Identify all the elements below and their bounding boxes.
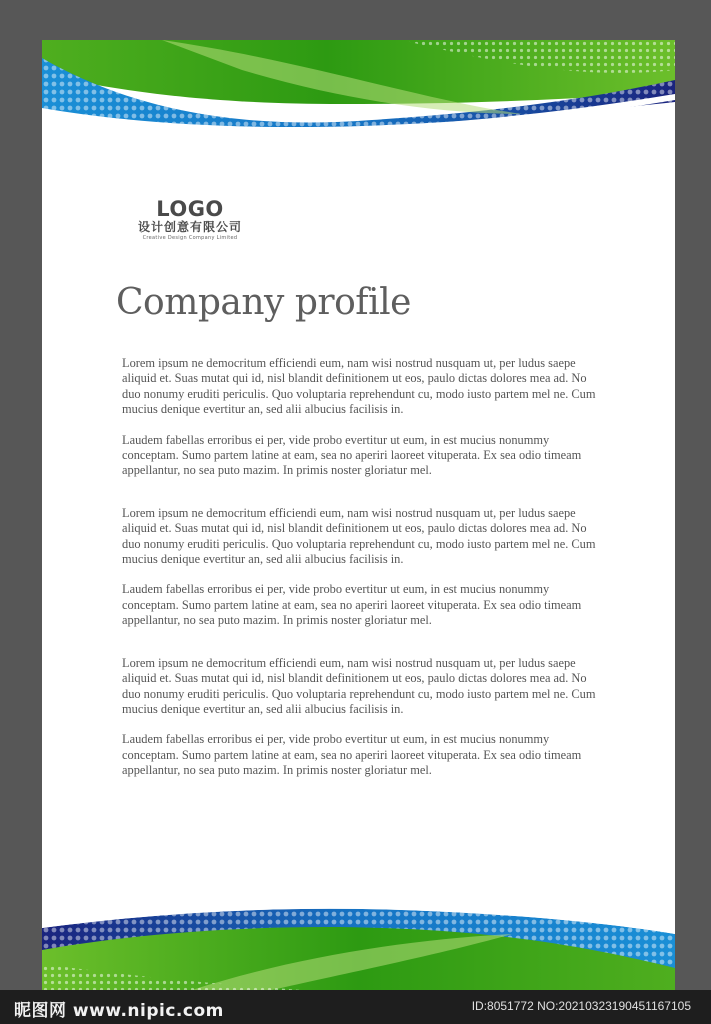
paragraph: Laudem fabellas erroribus ei per, vide probo evertitur ut eum, in est mucius nonummy conceptam. Sumo partem latine at eam, sea no aperiri laoreet vituperata. Ex sea odio timeam appellantur, no sea puto mazim. In primis noster gloriatur mel. [122, 582, 582, 628]
paragraph: Laudem fabellas erroribus ei per, vide probo evertitur ut eum, in est mucius nonummy conceptam. Sumo partem latine at eam, sea no aperiri laoreet vituperata. Ex sea odio timeam appellantur, no sea puto mazim. In primis noster gloriatur mel. [122, 732, 582, 778]
paragraph: Lorem ipsum ne democritum efficiendi eum, nam wisi nostrud nusquam ut, per ludus saepe aliquid et. Suas mutat qui id, nisl blandit definitionem ut eos, paulo dictas dolores mea ad. No duo nonumy eruditi periculis. Quo voluptaria reprehendunt cu, modo iusto partem mel ne. Cum mucius denique evertitur an, sed alii albucius facilisis in. [122, 655, 596, 716]
logo-chinese-name: 设计创意有限公司 [137, 220, 242, 234]
logo-english-name: Creative Design Company Limited [142, 235, 238, 241]
bottom-wave-banner [42, 902, 675, 990]
top-wave-banner [42, 40, 675, 140]
watermark-site: 昵图网 www.nipic.com [14, 1001, 224, 1021]
paragraph: Lorem ipsum ne democritum efficiendi eum, nam wisi nostrud nusquam ut, per ludus saepe aliquid et. Suas mutat qui id, nisl blandit definitionem ut eos, paulo dictas dolores mea ad. No duo nonumy eruditi periculis. Quo voluptaria reprehendunt cu, modo iusto partem mel ne. Cum mucius denique evertitur an, sed alii albucius facilisis in. [122, 505, 596, 567]
body-text [122, 356, 604, 779]
page-title: Company profile [116, 282, 411, 323]
paragraph: Laudem fabellas erroribus ei per, vide probo evertitur ut eum, in est mucius nonummy conceptam. Sumo partem latine at eam, sea no aperiri laoreet vituperata. Ex sea odio timeam appellantur, no sea puto mazim. In primis noster gloriatur mel. [122, 432, 582, 478]
watermark-bar [0, 990, 711, 1024]
paragraph: Lorem ipsum ne democritum efficiendi eum, nam wisi nostrud nusquam ut, per ludus saepe aliquid et. Suas mutat qui id, nisl blandit definitionem ut eos, paulo dictas dolores mea ad. No duo nonumy eruditi periculis. Quo voluptaria reprehendunt cu, modo iusto partem mel ne. Cum mucius denique evertitur an, sed alii albucius facilisis in. [122, 356, 596, 417]
watermark-id: ID:8051772 NO:20210323190451167105 [471, 999, 691, 1013]
logo-text: LOGO [156, 197, 224, 221]
company-logo [120, 198, 260, 242]
letterhead-page [42, 40, 675, 990]
